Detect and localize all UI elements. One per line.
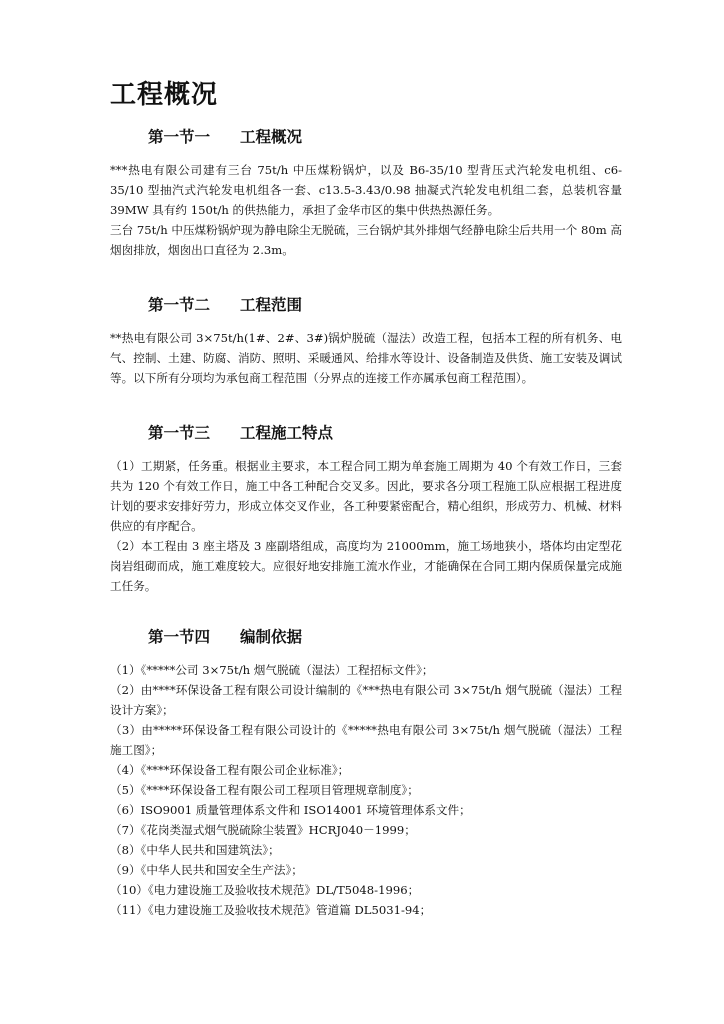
- list-item: （4）《****环保设备工程有限公司企业标准》；: [110, 763, 350, 777]
- section-construction-features: [110, 422, 622, 596]
- section-number: 第一节三: [148, 424, 211, 442]
- list-item: （8）《中华人民共和国建筑法》；: [110, 843, 280, 857]
- section-title: 工程概况: [240, 128, 303, 146]
- section-scope: [110, 294, 622, 388]
- list-item: （3）由*****环保设备工程有限公司设计的《*****热电有限公司 3×75t/h 烟气脱硫（湿法）工程施工图》；: [110, 723, 622, 757]
- section-heading: [148, 126, 622, 148]
- list-item: （1）《*****公司 3×75t/h 烟气脱硫（湿法）工程招标文件》；: [110, 663, 434, 677]
- list-item: （10）《电力建设施工及验收技术规范》DL/T5048-1996；: [110, 883, 420, 897]
- list-item: （5）《****环保设备工程有限公司工程项目管理规章制度》；: [110, 783, 419, 797]
- section-heading: [148, 626, 622, 648]
- paragraph: （2）本工程由 3 座主塔及 3 座副塔组成，高度均为 21000mm，施工场地狭小，塔体均由定型花岗岩组砌而成，施工难度较大。应很好地安排施工流水作业，才能确保在合同工期内保质保量完成施工任务。: [110, 539, 622, 593]
- section-number: 第一节四: [148, 628, 211, 646]
- paragraph: 三台 75t/h 中压煤粉锅炉现为静电除尘无脱硫，三台锅炉其外排烟气经静电除尘后共用一个 80m 高烟囱排放，烟囱出口直径为 2.3m。: [110, 223, 622, 257]
- section-basis: [110, 626, 622, 920]
- list-item: （9）《中华人民共和国安全生产法》；: [110, 863, 303, 877]
- section-title: 编制依据: [240, 628, 303, 646]
- list-item: （6）ISO9001 质量管理体系文件和 ISO14001 环境管理体系文件；: [110, 803, 471, 817]
- paragraph: **热电有限公司 3×75t/h(1#、2#、3#)锅炉脱硫（湿法）改造工程，包括本工程的所有机务、电气、控制、土建、防腐、消防、照明、采暖通风、给排水等设计、设备制造及供货、施工安装及调试等。以下所有分项均为承包商工程范围（分界点的连接工作亦属承包商工程范围）。: [110, 331, 622, 385]
- document-page: [110, 78, 622, 920]
- section-overview: [110, 126, 622, 260]
- section-title: 工程施工特点: [240, 424, 334, 442]
- section-number: 第一节一: [148, 128, 211, 146]
- spacer: [110, 388, 622, 422]
- document-title: 工程概况: [110, 80, 219, 110]
- list-item: （11）《电力建设施工及验收技术规范》管道篇 DL5031-94；: [110, 903, 432, 917]
- section-heading: [148, 294, 622, 316]
- list-item: （7）《花岗类湿式烟气脱硫除尘装置》HCRJ040－1999；: [110, 823, 416, 837]
- section-heading: [148, 422, 622, 444]
- paragraph: ***热电有限公司建有三台 75t/h 中压煤粉锅炉，以及 B6-35/10 型背压式汽轮发电机组、c6-35/10 型抽汽式汽轮发电机组各一套、c13.5-3.43/0.98 抽凝式汽轮发电机组二套，总装机容量 39MW 具有约 150t/h 的供热能力，承担了金华市区的集中供热热源任务。: [110, 163, 622, 217]
- paragraph: （1）工期紧，任务重。根据业主要求，本工程合同工期为单套施工周期为 40 个有效工作日，三套共为 120 个有效工作日，施工中各工种配合交叉多。因此，要求各分项工程施工队应根据工程进度计划的要求安排好劳力，形成立体交叉作业，各工种要紧密配合，精心组织，形成劳力、机械、材料供应的有序配合。: [110, 459, 622, 533]
- section-number: 第一节二: [148, 296, 211, 314]
- spacer: [110, 260, 622, 294]
- spacer: [110, 596, 622, 626]
- section-title: 工程范围: [240, 296, 303, 314]
- list-item: （2）由****环保设备工程有限公司设计编制的《***热电有限公司 3×75t/h 烟气脱硫（湿法）工程设计方案》；: [110, 683, 622, 717]
